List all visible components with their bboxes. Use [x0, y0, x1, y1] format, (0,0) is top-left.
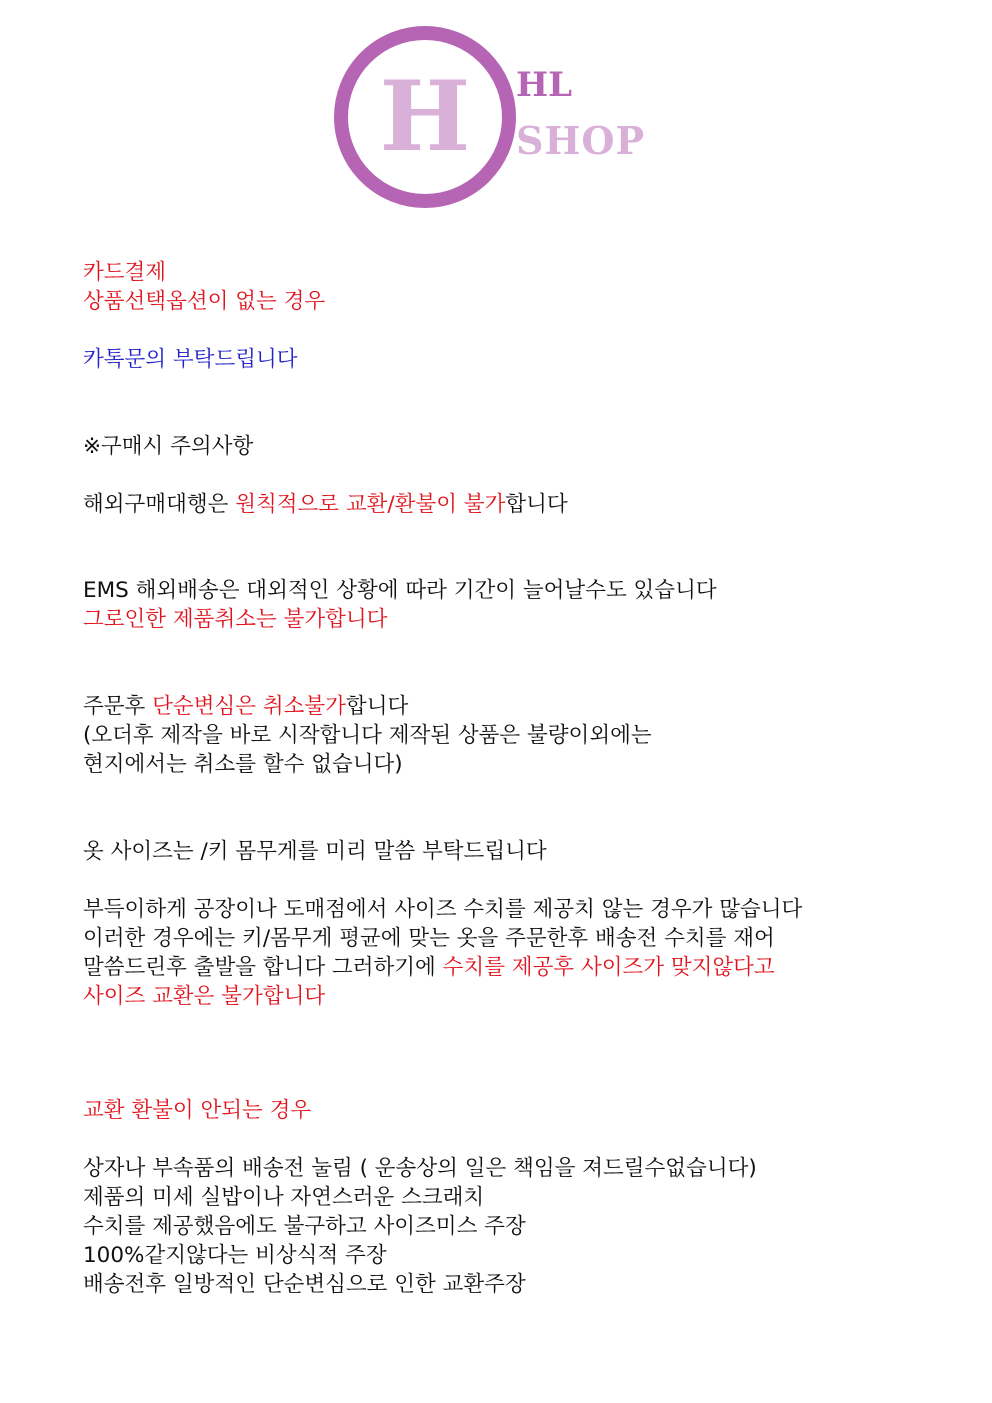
hl-shop-logo: [330, 24, 660, 204]
order-highlight: 단순변심은 취소불가: [152, 694, 346, 719]
no-exchange-title: 교환 환불이 안되는 경우: [83, 1098, 312, 1123]
order-suffix: 합니다: [345, 694, 409, 719]
size-note-3: [83, 953, 775, 982]
size-note-1: 부득이하게 공장이나 도매점에서 사이즈 수치를 제공치 않는 경우가 많습니다: [83, 897, 803, 922]
no-option-text: 상품선택옵션이 없는 경우: [83, 289, 326, 314]
no-exchange-item: 제품의 미세 실밥이나 자연스러운 스크래치: [83, 1185, 485, 1210]
no-exchange-item: 상자나 부속품의 배송전 눌림 ( 운송상의 일은 책임을 져드릴수없습니다): [83, 1156, 757, 1181]
no-exchange-item: 100%같지않다는 비상식적 주장: [83, 1243, 387, 1268]
order-cancel-policy: [83, 692, 408, 721]
overseas-suffix: 합니다: [505, 492, 568, 517]
kakao-request-text: 카톡문의 부탁드립니다: [83, 347, 298, 372]
no-exchange-item: 배송전후 일방적인 단순변심으로 인한 교환주장: [83, 1272, 526, 1297]
size-request-text: 옷 사이즈는 /키 몸무게를 미리 말씀 부탁드립니다: [83, 839, 547, 864]
ems-cancel-text: 그로인한 제품취소는 불가합니다: [83, 607, 388, 632]
caution-title: ※구매시 주의사항: [83, 434, 254, 459]
logo-line-hl: HL: [516, 65, 573, 105]
overseas-prefix: 해외구매대행은: [83, 492, 236, 517]
order-prefix: 주문후: [83, 694, 153, 719]
overseas-highlight: 원칙적으로 교환/환불이 불가: [235, 492, 506, 517]
size-note-3-highlight: 수치를 제공후 사이즈가 맞지않다고: [442, 955, 775, 980]
no-exchange-item: 수치를 제공했음에도 불구하고 사이즈미스 주장: [83, 1214, 526, 1239]
card-payment-text: 카드결제: [83, 260, 167, 285]
size-note-4: 사이즈 교환은 불가합니다: [83, 984, 326, 1009]
overseas-policy: [83, 490, 568, 519]
logo-line-shop: SHOP: [516, 118, 646, 163]
ems-shipping-text: EMS 해외배송은 대외적인 상황에 따라 기간이 늘어날수도 있습니다: [83, 578, 717, 603]
size-note-2: 이러한 경우에는 키/몸무게 평균에 맞는 옷을 주문한후 배송전 수치를 재어: [83, 926, 775, 951]
order-note-2: 현지에서는 취소를 할수 없습니다): [83, 752, 403, 777]
size-note-3-prefix: 말씀드린후 출발을 합니다 그러하기에: [83, 955, 443, 980]
logo-letter: H: [379, 60, 471, 173]
order-note-1: (오더후 제작을 바로 시작합니다 제작된 상품은 불량이외에는: [83, 723, 652, 748]
